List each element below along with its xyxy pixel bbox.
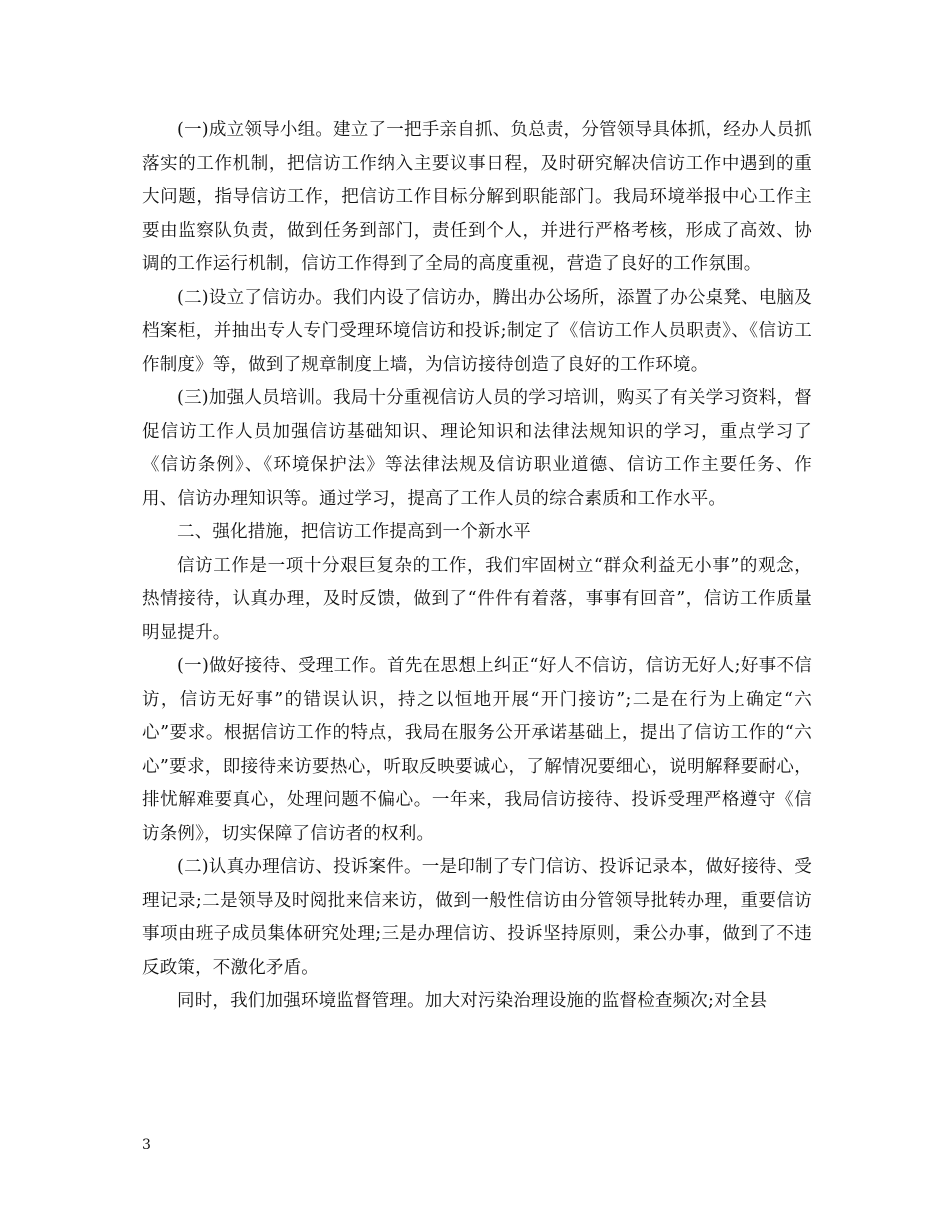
page-number: 3 (142, 1137, 151, 1153)
paragraph-leading-group: (一)成立领导小组。建立了一把手亲自抓、负总责，分管领导具体抓，经办人员抓落实的工作机制，把信访工作纳入主要议事日程，及时研究解决信访工作中遇到的重大问题，指导信访工作，把信访工作目标分解到职能部门。我局环境举报中心工作主要由监察队负责，做到任务到部门，责任到个人，并进行严格考核，形成了高效、协调的工作运行机制，信访工作得到了全局的高度重视，营造了良好的工作氛围。 (142, 120, 812, 274)
paragraph-reception: (一)做好接待、受理工作。首先在思想上纠正“好人不信访，信访无好人;好事不信访，信访无好事”的错误认识，持之以恒地开展“开门接访”;二是在行为上确定“六心”要求。根据信访工作的特点，我局在服务公开承诺基础上，提出了信访工作的“六心”要求，即接待来访要热心，听取反映要诚心，了解情况要细心，说明解释要耐心，排忧解难要真心，处理问题不偏心。一年来，我局信访接待、投诉受理严格遵守《信访条例》，切实保障了信访者的权利。 (142, 656, 812, 844)
document-body (142, 114, 812, 1019)
paragraph-staff-training: (三)加强人员培训。我局十分重视信访人员的学习培训，购买了有关学习资料，督促信访工作人员加强信访基础知识、理论知识和法律法规知识的学习，重点学习了《信访条例》、《环境保护法》等法律法规及信访职业道德、信访工作主要任务、作用、信访办理知识等。通过学习，提高了工作人员的综合素质和工作水平。 (142, 388, 812, 509)
paragraph-petition-office: (二)设立了信访办。我们内设了信访办，腾出办公场所，添置了办公桌凳、电脑及档案柜，并抽出专人专门受理环境信访和投诉;制定了《信访工作人员职责》、《信访工作制度》等，做到了规章制度上墙，为信访接待创造了良好的工作环境。 (142, 287, 812, 375)
paragraph-case-handling: (二)认真办理信访、投诉案件。一是印制了专门信访、投诉记录本，做好接待、受理记录;二是领导及时阅批来信来访，做到一般性信访由分管领导批转办理，重要信访事项由班子成员集体研究处理;三是办理信访、投诉坚持原则，秉公办事，做到了不违反政策，不激化矛盾。 (142, 857, 812, 978)
paragraph-petition-intro: 信访工作是一项十分艰巨复杂的工作，我们牢固树立“群众利益无小事”的观念，热情接待，认真办理，及时反馈，做到了“件件有着落，事事有回音”，信访工作质量明显提升。 (142, 555, 812, 643)
section-heading-measures: 二、强化措施，把信访工作提高到一个新水平 (177, 522, 531, 542)
paragraph-supervision: 同时，我们加强环境监督管理。加大对污染治理设施的监督检查频次;对全县 (177, 991, 768, 1011)
